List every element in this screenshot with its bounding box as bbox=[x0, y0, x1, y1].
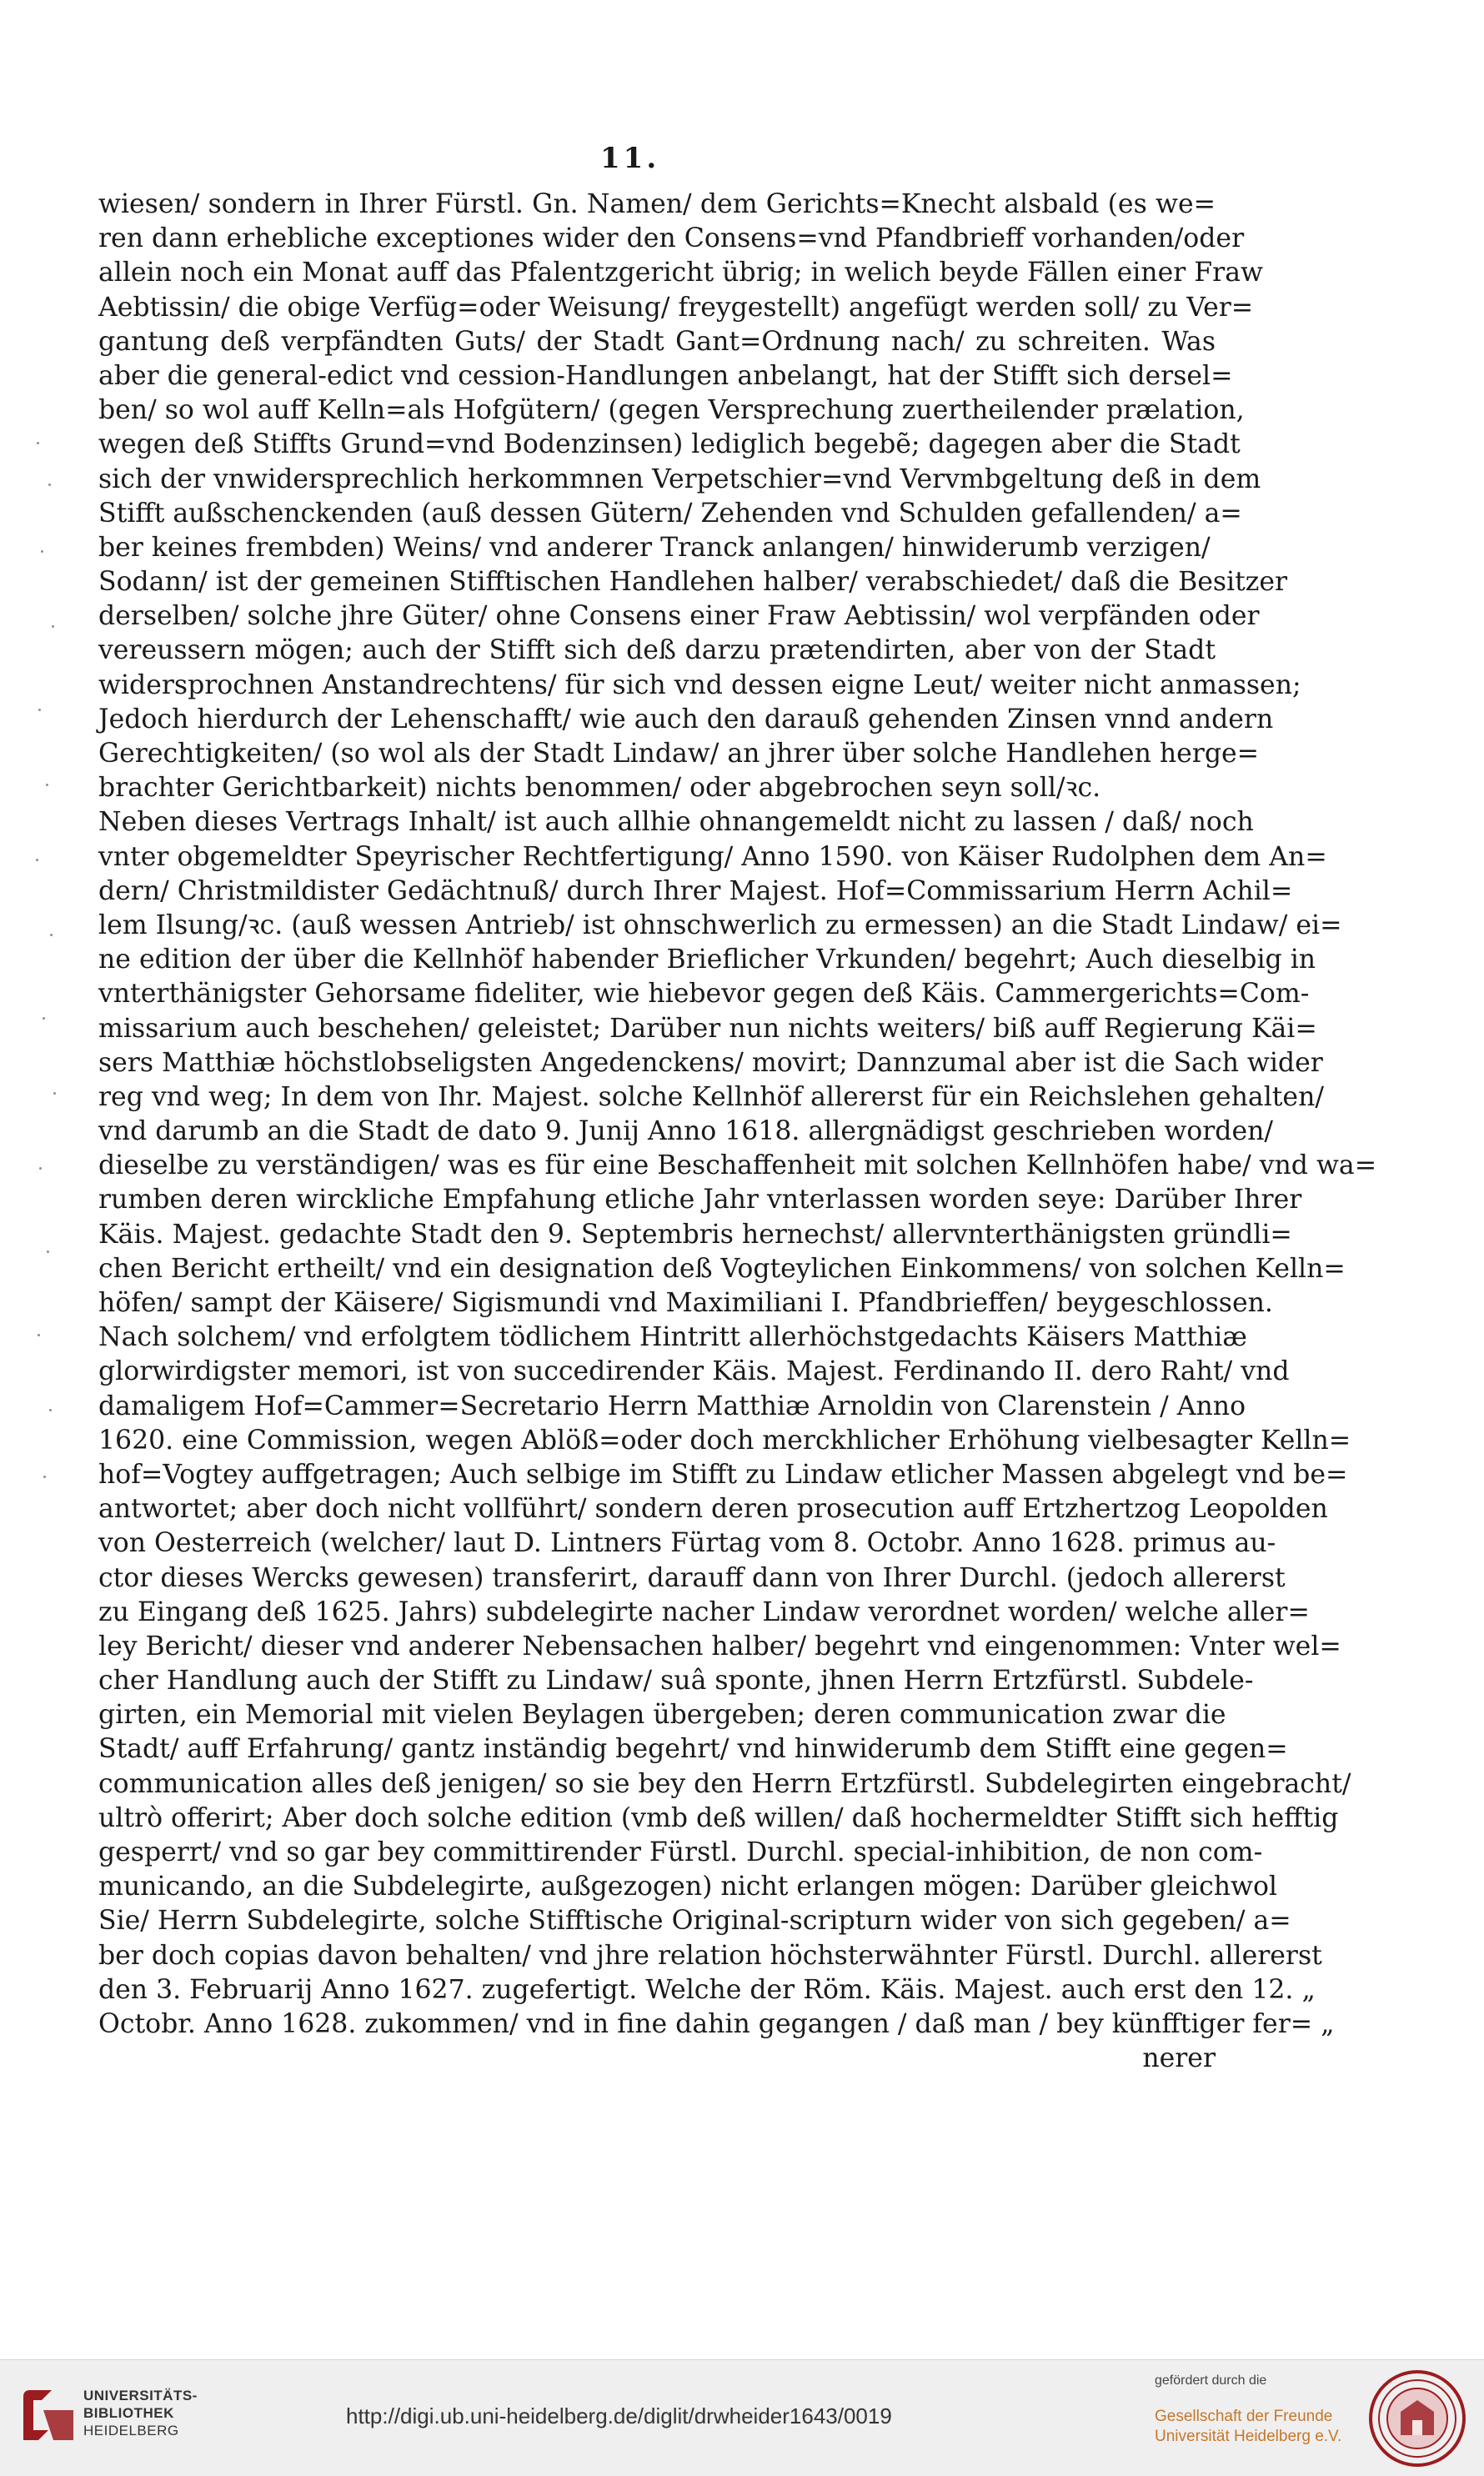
text-line: gesperrt/ vnd so gar bey committirender Fürstl. Durchl. special-inhibition, de non com- bbox=[98, 1837, 1263, 1867]
text-line: Jedoch hierdurch der Lehenschafft/ wie auch den darauß gehenden Zinsen vnnd andern bbox=[98, 704, 1274, 734]
library-name-line: BIBLIOTHEK bbox=[83, 2405, 174, 2421]
text-line: ben/ so wol auff Kelln=als Hofgütern/ (gegen Versprechung zuertheilender prælation, bbox=[98, 395, 1245, 426]
text-line: chen Bericht ertheilt/ vnd ein designation deß Vogteylichen Einkommens/ von solchen Kelln= bbox=[98, 1253, 1346, 1284]
text-line: lem Ilsung/ꝛc. (auß wessen Antrieb/ ist ohnschwerlich zu ermessen) an die Stadt Lindaw/ ei= bbox=[98, 910, 1342, 940]
text-line: höfen/ sampt der Käisere/ Sigismundi vnd Maximiliani I. Pfandbrieffen/ beygeschlossen. bbox=[98, 1288, 1273, 1318]
text-line: ultrò offerirt; Aber doch solche edition (vmb deß willen/ daß hochermeldter Stifft sich hefftig bbox=[98, 1802, 1339, 1833]
text-line: ber doch copias davon behalten/ vnd jhre relation höchsterwähnter Fürstl. Durchl. allererst bbox=[98, 1940, 1322, 1971]
university-library-logo bbox=[18, 2385, 78, 2445]
text-line: vnterthänigster Gehorsame fideliter, wie hiebevor gegen deß Käis. Cammergerichts=Com- bbox=[98, 979, 1310, 1010]
text-line: sers Matthiæ höchstlobseligsten Angedenckens/ movirt; Dannzumal aber ist die Sach wider bbox=[98, 1047, 1323, 1078]
text-line: antwortet; aber doch nicht vollführt/ sondern deren prosecution auff Ertzhertzog Leopolden bbox=[98, 1494, 1328, 1525]
document-body bbox=[98, 188, 1377, 2076]
sponsor-block bbox=[1155, 2373, 1341, 2447]
text-line: dern/ Christmildister Gedächtnuß/ durch Ihrer Majest. Hof=Commissarium Herrn Achil= bbox=[98, 875, 1293, 906]
library-name-line: HEIDELBERG bbox=[83, 2423, 179, 2438]
text-line: Käis. Majest. gedachte Stadt den 9. Septembris hernechst/ allervnterthänigsten gründli= bbox=[98, 1219, 1292, 1250]
text-line: dieselbe zu verständigen/ was es für eine Beschaffenheit mit solchen Kellnhöfen habe/ vnd wa= bbox=[98, 1150, 1377, 1181]
text-line: hof=Vogtey auffgetragen; Auch selbige im Stifft zu Lindaw etlicher Massen abgelegt vnd be= bbox=[98, 1459, 1348, 1490]
text-line: glorwirdigster memori, ist von succedirender Käis. Majest. Ferdinando II. dero Raht/ vnd bbox=[98, 1356, 1290, 1387]
sponsor-org-line: Gesellschaft der Freunde bbox=[1155, 2408, 1333, 2425]
library-name bbox=[83, 2387, 198, 2439]
text-line: Stadt/ auff Erfahrung/ gantz inständig begehrt/ vnd hinwiderumb dem Stifft eine gegen= bbox=[98, 1734, 1288, 1765]
text-line: zu Eingang deß 1625. Jahrs) subdelegirte nacher Lindaw verordnet worden/ welche aller= bbox=[98, 1596, 1310, 1627]
text-line: wiesen/ sondern in Ihrer Fürstl. Gn. Namen/ dem Gerichts=Knecht alsbald (es we= bbox=[98, 189, 1216, 219]
text-line: ley Bericht/ dieser vnd anderer Nebensachen halber/ begehrt vnd eingenommen: Vnter wel= bbox=[98, 1631, 1341, 1662]
text-line: Gerechtigkeiten/ (so wol als der Stadt Lindaw/ an jhrer über solche Handlehen herge= bbox=[98, 739, 1260, 769]
text-line: rumben deren wirckliche Empfahung etliche Jahr vnterlassen worden seye: Darüber Ihrer bbox=[98, 1185, 1302, 1215]
text-line: Nach solchem/ vnd erfolgtem tödlichem Hintritt allerhöchstgedachts Käisers Matthiæ bbox=[98, 1322, 1247, 1353]
page-number: 11. bbox=[600, 142, 660, 175]
sponsor-org-line: Universität Heidelberg e.V. bbox=[1155, 2428, 1342, 2445]
sponsor-lead: gefördert durch die bbox=[1155, 2373, 1267, 2388]
text-line: Aebtissin/ die obige Verfüg=oder Weisung/ freygestellt) angefügt werden soll/ zu Ver= bbox=[98, 292, 1254, 323]
university-seal-icon bbox=[1367, 2368, 1467, 2468]
permalink-url[interactable]: http://digi.ub.uni-heidelberg.de/diglit/drwheider1643/0019 bbox=[346, 2403, 892, 2428]
library-name-line: UNIVERSITÄTS- bbox=[83, 2388, 198, 2403]
text-line: von Oesterreich (welcher/ laut D. Lintners Fürtag vom 8. Octobr. Anno 1628. primus au- bbox=[98, 1528, 1276, 1559]
text-line: vnd darumb an die Stadt de dato 9. Junij Anno 1618. allergnädigst geschrieben worden/ bbox=[98, 1116, 1274, 1147]
text-line: reg vnd weg; In dem von Ihr. Majest. solche Kellnhöf allererst für ein Reichslehen gehalten/ bbox=[98, 1081, 1324, 1112]
text-line: wegen deß Stiffts Grund=vnd Bodenzinsen) lediglich begebẽ; dagegen aber die Stadt bbox=[98, 429, 1241, 460]
text-line: missarium auch beschehen/ geleistet; Darüber nun nichts weiters/ biß auff Regierung Käi= bbox=[98, 1013, 1317, 1044]
text-line: ren dann erhebliche exceptiones wider den Consens=vnd Pfandbrieff vorhanden/oder bbox=[98, 223, 1245, 254]
text-line: cher Handlung auch der Stifft zu Lindaw/ suâ sponte, jhnen Herrn Ertzfürstl. Subdele- bbox=[98, 1666, 1254, 1697]
text-line: municando, an die Subdelegirte, außgezogen) nicht erlangen mögen: Darüber gleichwol bbox=[98, 1872, 1278, 1902]
margin-speckle bbox=[33, 434, 67, 1501]
text-line: allein noch ein Monat auff das Pfalentzgericht übrig; in welich beyde Fällen einer Fraw bbox=[98, 258, 1263, 288]
text-line: communication alles deß jenigen/ so sie bey den Herrn Ertzfürstl. Subdelegirten eingebracht/ bbox=[98, 1768, 1351, 1799]
text-line: ne edition der über die Kellnhöf habender Brieflicher Vrkunden/ begehrt; Auch dieselbig in bbox=[98, 945, 1316, 975]
text-line: damaligem Hof=Cammer=Secretario Herrn Matthiæ Arnoldin von Clarenstein / Anno bbox=[98, 1391, 1246, 1421]
text-line: aber die general-edict vnd cession-Handlungen anbelangt, hat der Stifft sich dersel= bbox=[98, 360, 1233, 391]
text-line: sich der vnwidersprechlich herkommnen Verpetschier=vnd Vervmbgeltung deß in dem bbox=[98, 464, 1261, 494]
text-line: 1620. eine Commission, wegen Ablöß=oder doch merckhlicher Erhöhung vielbesagter Kelln= bbox=[98, 1425, 1351, 1456]
text-line: derselben/ solche jhre Güter/ ohne Consens einer Fraw Aebtissin/ wol verpfänden oder bbox=[98, 601, 1260, 632]
footer-bar bbox=[0, 2359, 1484, 2476]
text-line: Stifft außschenckenden (auß dessen Gütern/ Zehenden vnd Schulden gefallenden/ a= bbox=[98, 498, 1242, 529]
text-line: vereussern mögen; auch der Stifft sich deß darzu prætendirten, aber von der Stadt bbox=[98, 635, 1216, 666]
catchword: nerer bbox=[1142, 2043, 1216, 2074]
text-line: gantung deß verpfändten Guts/ der Stadt Gant=Ordnung nach/ zu schreiten. Was bbox=[98, 326, 1216, 357]
text-line: brachter Gerichtbarkeit) nichts benommen/ oder abgebrochen seyn soll/ꝛc. bbox=[98, 773, 1101, 804]
text-line: ber keines frembden) Weins/ vnd anderer Tranck anlangen/ hinwiderumb verzigen/ bbox=[98, 532, 1211, 563]
text-line: Sie/ Herrn Subdelegirte, solche Stifftische Original-scripturn wider von sich gegeben/ a= bbox=[98, 1906, 1291, 1937]
text-line: Neben dieses Vertrags Inhalt/ ist auch allhie ohnangemeldt nicht zu lassen / daß/ noch bbox=[98, 807, 1254, 838]
text-line: girten, ein Memorial mit vielen Beylagen übergeben; deren communication zwar die bbox=[98, 1700, 1226, 1731]
text-line: Octobr. Anno 1628. zukommen/ vnd in fine dahin gegangen / daß man / bey künfftiger fer= „ bbox=[98, 2008, 1335, 2039]
text-line: vnter obgemeldter Speyrischer Rechtfertigung/ Anno 1590. von Käiser Rudolphen dem An= bbox=[98, 841, 1327, 872]
text-line: widersprochnen Anstandrechtens/ für sich vnd dessen eigne Leut/ weiter nicht anmassen; bbox=[98, 669, 1301, 700]
text-line: den 3. Februarij Anno 1627. zugefertigt. Welche der Röm. Käis. Majest. auch erst den 12. „ bbox=[98, 1974, 1316, 2005]
text-line: ctor dieses Wercks gewesen) transferirt, darauff dann von Ihrer Durchl. (jedoch allererst bbox=[98, 1562, 1286, 1593]
text-line: Sodann/ ist der gemeinen Stifftischen Handlehen halber/ verabschiedet/ daß die Besitzer bbox=[98, 567, 1288, 598]
